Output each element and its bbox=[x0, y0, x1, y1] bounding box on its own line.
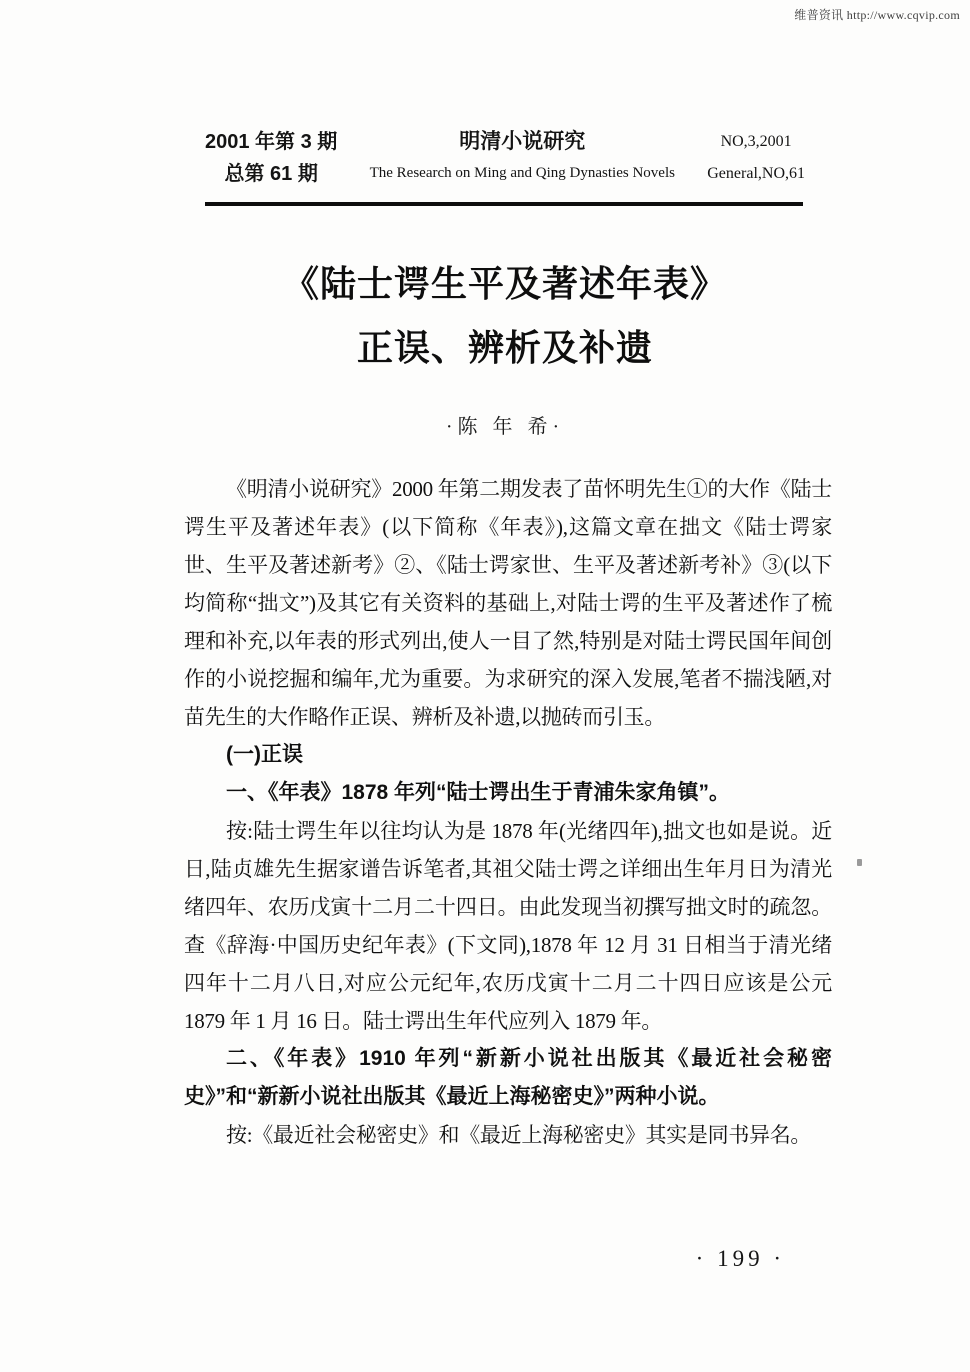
paragraph-intro: 《明清小说研究》2000 年第二期发表了苗怀明先生①的大作《陆士谔生平及著述年表》(以下简称《年表》),这篇文章在拙文《陆士谔家世、生平及著述新考》②、《陆士谔家世、生平及著述新考补》③(以下均简称“拙文”)及其它有关资料的基础上,对陆士谔的生平及著述作了梳理和补充,以年表的形式列出,使人一目了然,特别是对陆士谔民国年间创作的小说挖掘和编年,尤为重要。为求研究的深入发展,笔者不揣浅陋,对苗先生的大作略作正误、辨析及补遗,以抛砖而引玉。 bbox=[184, 477, 832, 729]
volume-number-cn: 总第 61 期 bbox=[224, 163, 318, 185]
article-title-line1: 《陆士谔生平及著述年表》 bbox=[282, 263, 727, 304]
item-2-note: 按:《最近社会秘密史》和《最近上海秘密史》其实是同书异名。 bbox=[226, 1123, 812, 1147]
issue-number-en: NO,3,2001 bbox=[720, 133, 792, 150]
journal-header bbox=[205, 126, 805, 190]
journal-title-cn: 明清小说研究 bbox=[459, 130, 586, 153]
scan-artifact-dot bbox=[857, 859, 862, 866]
watermark-text: 维普资讯 http://www.cqvip.com bbox=[794, 8, 960, 22]
article-title bbox=[185, 252, 825, 380]
volume-number-en: General,NO,61 bbox=[707, 165, 805, 182]
header-issue-en bbox=[707, 126, 805, 190]
item-1-claim: 一、《年表》1878 年列“陆士谔出生于青浦朱家角镇”。 bbox=[226, 781, 731, 804]
item-1-note: 按:陆士谔生年以往均认为是 1878 年(光绪四年),拙文也如是说。近日,陆贞雄先生据家谱告诉笔者,其祖父陆士谔之详细出生年月日为清光绪四年、农历戊寅十二月二十四日。由此发现当初撰写拙文时的疏忽。查《辞海·中国历史纪年表》(下文同),1878 年 12 月 31 日相当于清光绪四年十二月八日,对应公元纪年,农历戊寅十二月二十四日应该是公元 1879 年 1 月 16 日。陆士谔出生年代应列入 1879 年。 bbox=[184, 819, 832, 1033]
item-2-claim: 二、《年表》1910 年列“新新小说社出版其《最近社会秘密史》”和“新新小说社出版其《最近上海秘密史》”两种小说。 bbox=[184, 1047, 832, 1108]
issue-number-cn: 2001 年第 3 期 bbox=[205, 131, 338, 153]
header-issue-cn bbox=[205, 126, 337, 190]
header-divider-rule bbox=[205, 202, 803, 206]
author-name: ·陈 年 希· bbox=[445, 416, 565, 438]
section-heading-1: (一)正误 bbox=[226, 743, 303, 766]
page-number: · 199 · bbox=[695, 1246, 785, 1271]
header-journal-name bbox=[370, 126, 675, 188]
article-body bbox=[184, 470, 832, 1154]
journal-title-en: The Research on Ming and Qing Dynasties Novels bbox=[369, 165, 675, 181]
article-title-line2: 正误、辨析及补遗 bbox=[356, 327, 653, 368]
